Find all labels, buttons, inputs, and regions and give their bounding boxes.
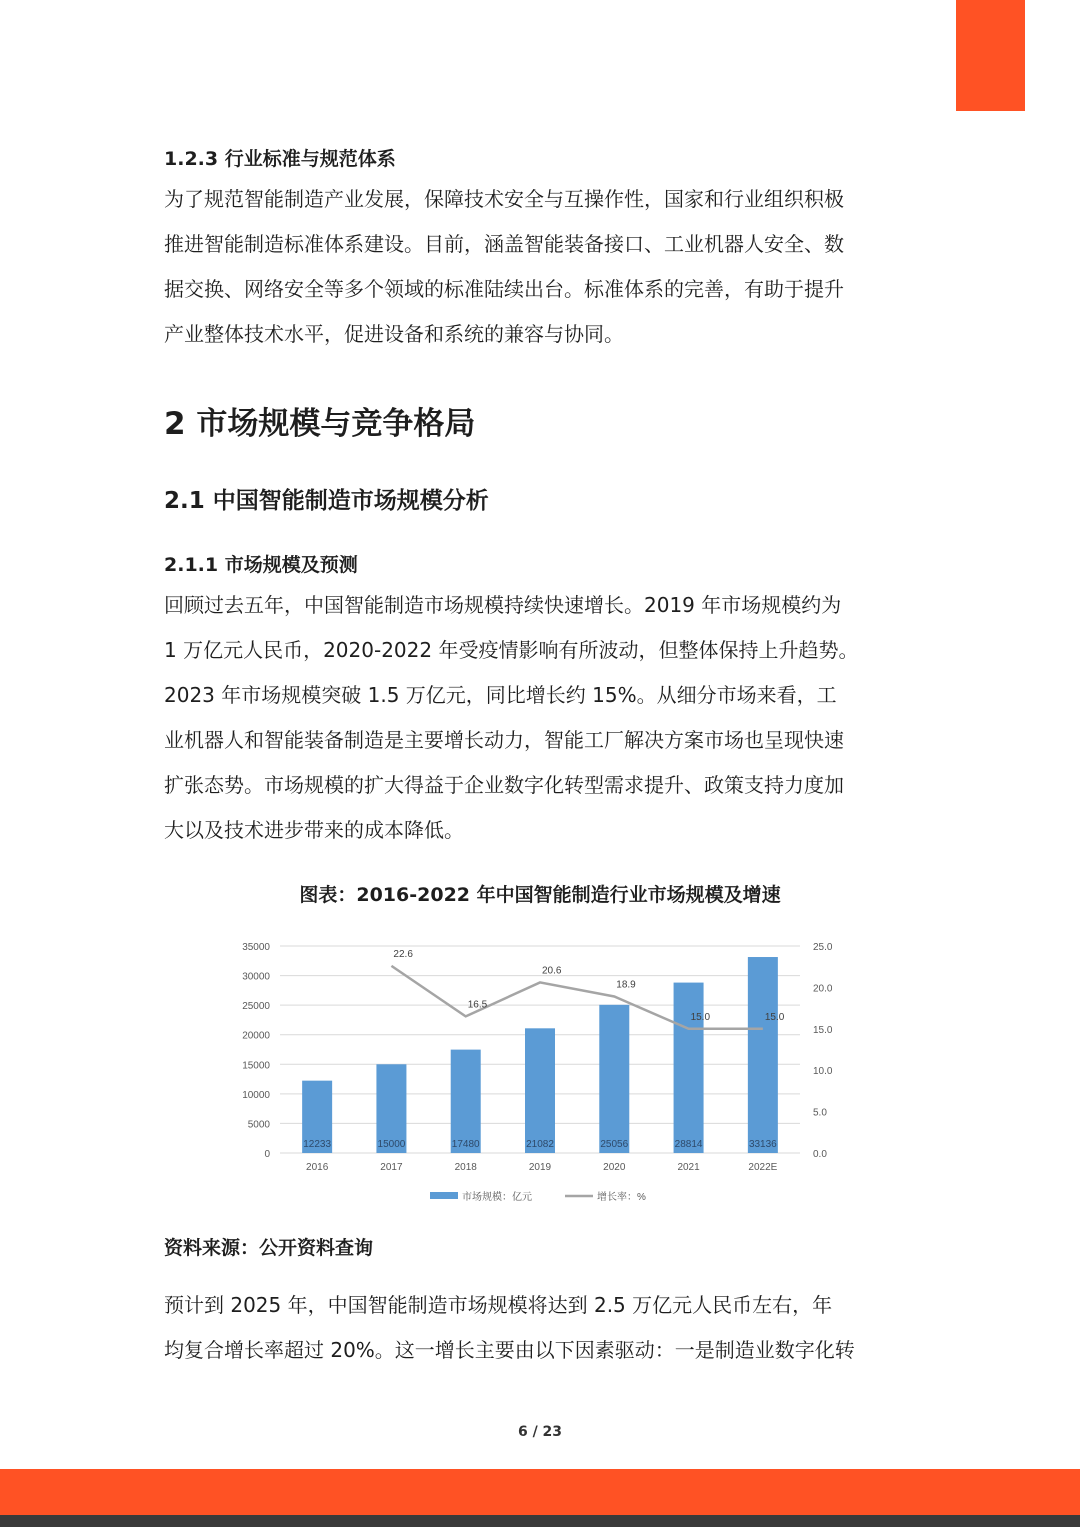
x-axis-tick-label: 2018 [454, 1162, 477, 1173]
forecast-paragraph [164, 1283, 924, 1373]
bar [748, 957, 778, 1153]
corner-accent-tab [956, 0, 1025, 111]
growth-rate-label: 15.0 [764, 1011, 785, 1023]
left-axis-tick-label: 15000 [242, 1060, 270, 1072]
growth-rate-label: 20.6 [542, 965, 562, 977]
paragraph-line: 1 万亿元人民币，2020-2022 年受疫情影响有所波动，但整体保持上升趋势。 [164, 638, 859, 662]
legend-line-label: 增长率：% [597, 1192, 646, 1203]
x-axis-tick-label: 2019 [528, 1162, 552, 1173]
paragraph-line: 推进智能制造标准体系建设。目前，涵盖智能装备接口、工业机器人安全、数 [164, 232, 844, 256]
paragraph-line: 大以及技术进步带来的成本降低。 [164, 818, 464, 842]
bar [525, 1028, 555, 1153]
paragraph-line: 业机器人和智能装备制造是主要增长动力，智能工厂解决方案市场也呈现快速 [164, 728, 844, 752]
left-axis-tick-label: 10000 [242, 1089, 270, 1101]
x-axis-tick-label: 2022E [748, 1162, 778, 1173]
legend-bar-swatch [430, 1192, 458, 1199]
left-axis-tick-label: 35000 [242, 942, 270, 953]
bar [451, 1050, 481, 1153]
paragraph-line: 2023 年市场规模突破 1.5 万亿元，同比增长约 15%。从细分市场来看，工 [164, 683, 837, 707]
legend-bar-label: 市场规模：亿元 [462, 1192, 532, 1203]
page-number: 6 / 23 [517, 1424, 563, 1440]
growth-rate-label: 18.9 [616, 979, 636, 991]
paragraph-line: 均复合增长率超过 20%。这一增长主要由以下因素驱动：一是制造业数字化转 [164, 1338, 855, 1362]
section-1-2-3-paragraph [164, 177, 924, 357]
x-axis-tick-label: 2020 [603, 1162, 626, 1173]
paragraph-line: 预计到 2025 年，中国智能制造市场规模将达到 2.5 万亿元人民币左右，年 [164, 1293, 833, 1317]
forecast-section [164, 1283, 924, 1373]
market-size-chart [230, 932, 840, 1212]
source-note-wrap [164, 1233, 924, 1260]
bar-value-label: 21082 [526, 1139, 554, 1150]
right-axis-tick-label: 10.0 [813, 1066, 833, 1078]
section-heading-1-2-3: 1.2.3 行业标准与规范体系 [164, 148, 396, 170]
footer-dark-line [0, 1515, 1080, 1527]
left-axis-tick-label: 30000 [242, 971, 270, 983]
chapter-heading: 2 市场规模与竞争格局 [164, 406, 476, 442]
section-2-1-1-paragraph [164, 583, 924, 853]
right-axis-tick-label: 20.0 [813, 983, 833, 995]
right-axis-tick-label: 25.0 [813, 942, 833, 953]
bar-value-label: 28814 [674, 1139, 703, 1150]
paragraph-line: 据交换、网络安全等多个领域的标准陆续出台。标准体系的完善，有助于提升 [164, 277, 844, 301]
bar-value-label: 17480 [451, 1139, 480, 1150]
chapter-2-heading-wrap [164, 404, 924, 444]
bar-value-label: 15000 [377, 1139, 406, 1150]
bar [674, 983, 704, 1153]
bar-value-label: 25056 [600, 1139, 629, 1150]
section-heading-2-1: 2.1 中国智能制造市场规模分析 [164, 488, 489, 514]
paragraph-line: 为了规范智能制造产业发展，保障技术安全与互操作性，国家和行业组织积极 [164, 187, 844, 211]
bar-value-label: 12233 [303, 1139, 332, 1150]
x-axis-tick-label: 2021 [677, 1162, 700, 1173]
growth-rate-label: 15.0 [690, 1011, 711, 1023]
bar-value-label: 33136 [748, 1139, 777, 1150]
left-axis-tick-label: 25000 [242, 1001, 270, 1013]
paragraph-line: 产业整体技术水平，促进设备和系统的兼容与协同。 [164, 322, 624, 346]
section-1-2-3 [164, 147, 924, 357]
left-axis-tick-label: 0 [264, 1149, 270, 1160]
left-axis-tick-label: 20000 [242, 1030, 270, 1042]
right-axis-tick-label: 15.0 [813, 1024, 833, 1036]
left-axis-tick-label: 5000 [247, 1119, 270, 1131]
source-note: 资料来源：公开资料查询 [164, 1237, 374, 1259]
right-axis-tick-label: 5.0 [813, 1107, 827, 1119]
growth-rate-label: 22.6 [393, 948, 413, 960]
section-2-1-heading-wrap [164, 486, 924, 516]
bar [599, 1005, 629, 1153]
section-heading-2-1-1: 2.1.1 市场规模及预测 [164, 554, 358, 576]
section-2-1-1 [164, 553, 924, 853]
figure-caption: 图表：2016-2022 年中国智能制造行业市场规模及增速 [299, 884, 781, 906]
paragraph-line: 扩张态势。市场规模的扩大得益于企业数字化转型需求提升、政策支持力度加 [164, 773, 844, 797]
x-axis-tick-label: 2017 [380, 1162, 403, 1173]
right-axis-tick-label: 0.0 [813, 1149, 827, 1160]
footer-accent-bar [0, 1469, 1080, 1515]
growth-rate-label: 16.5 [467, 999, 488, 1011]
paragraph-line: 回顾过去五年，中国智能制造市场规模持续快速增长。2019 年市场规模约为 [164, 593, 842, 617]
x-axis-tick-label: 2016 [306, 1162, 329, 1173]
